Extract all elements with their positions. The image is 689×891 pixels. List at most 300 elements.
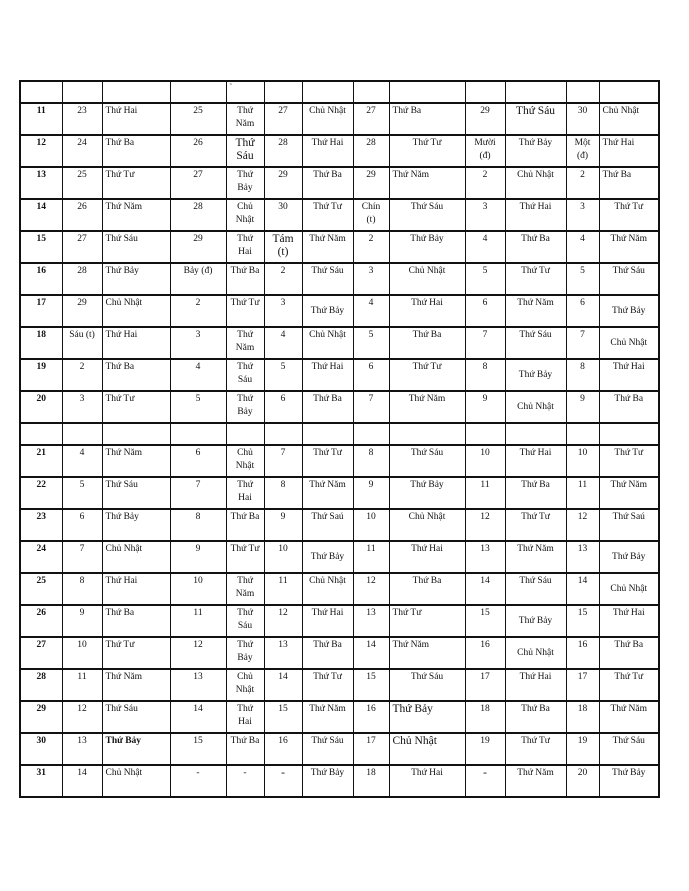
calendar-cell: Chủ Nhật bbox=[226, 669, 264, 701]
calendar-cell bbox=[465, 81, 505, 103]
calendar-cell: 13 bbox=[62, 733, 102, 765]
calendar-cell: 25 bbox=[62, 167, 102, 199]
calendar-cell bbox=[389, 81, 465, 103]
calendar-cell: Chủ Nhật bbox=[599, 573, 659, 605]
calendar-cell: Thứ Năm bbox=[102, 669, 170, 701]
table-row bbox=[20, 573, 659, 605]
calendar-cell: Thứ Bảy bbox=[599, 541, 659, 573]
calendar-cell: Thứ Ba bbox=[599, 167, 659, 199]
calendar-cell: Thứ Bảy bbox=[226, 391, 264, 423]
calendar-cell: 8 bbox=[465, 359, 505, 391]
calendar-cell: 2 bbox=[465, 167, 505, 199]
calendar-cell: 2 bbox=[264, 263, 302, 295]
calendar-cell: 12 bbox=[170, 637, 226, 669]
row-day-cell: 20 bbox=[20, 391, 62, 423]
calendar-cell: Thứ Tư bbox=[302, 445, 353, 477]
calendar-cell: Thứ Sáu bbox=[226, 605, 264, 637]
calendar-cell: 15 bbox=[465, 605, 505, 637]
row-day-cell: 26 bbox=[20, 605, 62, 637]
calendar-cell bbox=[226, 81, 264, 103]
table-row bbox=[20, 637, 659, 669]
calendar-cell: 11 bbox=[62, 669, 102, 701]
calendar-cell: Thứ Tư bbox=[102, 391, 170, 423]
calendar-cell: Thứ Năm bbox=[102, 445, 170, 477]
row-day-cell bbox=[20, 423, 62, 445]
calendar-cell: 30 bbox=[264, 199, 302, 231]
calendar-cell bbox=[62, 81, 102, 103]
calendar-cell: 29 bbox=[264, 167, 302, 199]
calendar-cell: Thứ Ba bbox=[102, 135, 170, 167]
calendar-cell: 10 bbox=[62, 637, 102, 669]
calendar-cell: Thứ Ba bbox=[102, 359, 170, 391]
row-day-cell: 30 bbox=[20, 733, 62, 765]
table-row bbox=[20, 135, 659, 167]
calendar-cell: 5 bbox=[62, 477, 102, 509]
calendar-cell: Thứ Bảy bbox=[389, 477, 465, 509]
calendar-cell: Thứ Tư bbox=[302, 669, 353, 701]
calendar-cell: Thứ Sáu bbox=[302, 733, 353, 765]
calendar-cell: Thứ Saú bbox=[599, 509, 659, 541]
calendar-cell bbox=[302, 423, 353, 445]
calendar-cell: 16 bbox=[264, 733, 302, 765]
calendar-cell: 25 bbox=[170, 103, 226, 135]
calendar-cell: 8 bbox=[264, 477, 302, 509]
calendar-cell: 28 bbox=[353, 135, 389, 167]
calendar-cell: Thứ Hai bbox=[599, 359, 659, 391]
calendar-cell: 5 bbox=[465, 263, 505, 295]
calendar-cell: 4 bbox=[170, 359, 226, 391]
calendar-cell: Thứ Hai bbox=[302, 605, 353, 637]
calendar-cell: 3 bbox=[353, 263, 389, 295]
calendar-cell: 14 bbox=[353, 637, 389, 669]
calendar-cell: 20 bbox=[566, 765, 599, 797]
calendar-cell bbox=[353, 423, 389, 445]
calendar-cell bbox=[465, 423, 505, 445]
calendar-cell: 23 bbox=[62, 103, 102, 135]
calendar-cell: 7 bbox=[465, 327, 505, 359]
calendar-cell bbox=[599, 81, 659, 103]
calendar-cell: 9 bbox=[62, 605, 102, 637]
calendar-cell: Thứ Bảy bbox=[226, 637, 264, 669]
calendar-cell: 6 bbox=[353, 359, 389, 391]
calendar-cell: 3 bbox=[170, 327, 226, 359]
calendar-cell bbox=[264, 81, 302, 103]
calendar-cell: Thứ Sáu bbox=[599, 733, 659, 765]
calendar-cell: Thứ Bảy bbox=[302, 295, 353, 327]
calendar-cell: Chủ Nhật bbox=[226, 199, 264, 231]
calendar-cell: Thứ Ba bbox=[302, 637, 353, 669]
calendar-cell bbox=[302, 81, 353, 103]
calendar-cell: Thứ Sáu bbox=[505, 103, 566, 135]
calendar-cell: Thứ Hai bbox=[505, 445, 566, 477]
calendar-cell: Thứ Sáu bbox=[226, 359, 264, 391]
calendar-cell: Thứ Tư bbox=[102, 167, 170, 199]
calendar-cell: Thứ Năm bbox=[226, 103, 264, 135]
calendar-cell: Thứ Sáu bbox=[102, 701, 170, 733]
calendar-cell: Chủ Nhật bbox=[389, 263, 465, 295]
calendar-cell: Thứ Tư bbox=[505, 263, 566, 295]
row-day-cell: 24 bbox=[20, 541, 62, 573]
calendar-cell: 8 bbox=[566, 359, 599, 391]
calendar-cell: 28 bbox=[170, 199, 226, 231]
calendar-cell: 9 bbox=[465, 391, 505, 423]
header-mark: ° bbox=[229, 83, 232, 89]
calendar-cell: Thứ Hai bbox=[226, 701, 264, 733]
calendar-cell: Thứ Hai bbox=[505, 669, 566, 701]
calendar-cell: Thứ Hai bbox=[226, 231, 264, 263]
row-day-cell: 31 bbox=[20, 765, 62, 797]
calendar-cell: Thứ Ba bbox=[226, 263, 264, 295]
calendar-cell: Thứ Bảy bbox=[599, 295, 659, 327]
calendar-cell: Thứ Tư bbox=[302, 199, 353, 231]
calendar-cell: 11 bbox=[465, 477, 505, 509]
calendar-cell: Thứ Bảy bbox=[505, 135, 566, 167]
calendar-cell: 16 bbox=[353, 701, 389, 733]
calendar-cell: Chủ Nhật bbox=[505, 167, 566, 199]
calendar-cell: 7 bbox=[62, 541, 102, 573]
table-row bbox=[20, 231, 659, 263]
calendar-cell: 14 bbox=[264, 669, 302, 701]
calendar-cell: 4 bbox=[465, 231, 505, 263]
calendar-cell: 5 bbox=[566, 263, 599, 295]
calendar-cell: Thứ Ba bbox=[505, 231, 566, 263]
calendar-cell: 9 bbox=[566, 391, 599, 423]
calendar-cell: Thứ Tư bbox=[389, 359, 465, 391]
calendar-cell: Thứ Bảy bbox=[302, 541, 353, 573]
calendar-cell: Thứ Sáu bbox=[389, 445, 465, 477]
row-day-cell: 15 bbox=[20, 231, 62, 263]
calendar-cell bbox=[353, 81, 389, 103]
row-day-cell: 18 bbox=[20, 327, 62, 359]
calendar-cell bbox=[170, 81, 226, 103]
row-day-cell: 19 bbox=[20, 359, 62, 391]
calendar-cell: 15 bbox=[353, 669, 389, 701]
calendar-cell: - bbox=[264, 765, 302, 797]
calendar-cell: Thứ Ba bbox=[226, 509, 264, 541]
calendar-cell: Thứ Hai bbox=[102, 573, 170, 605]
calendar-cell: 17 bbox=[566, 669, 599, 701]
calendar-cell bbox=[599, 423, 659, 445]
row-day-cell: 17 bbox=[20, 295, 62, 327]
calendar-cell: 3 bbox=[264, 295, 302, 327]
calendar-cell: Thứ Ba bbox=[599, 391, 659, 423]
calendar-cell: Thứ Năm bbox=[226, 573, 264, 605]
calendar-cell bbox=[566, 423, 599, 445]
calendar-cell: 27 bbox=[62, 231, 102, 263]
calendar-cell: Thứ Năm bbox=[599, 701, 659, 733]
calendar-cell: Thứ Sáu bbox=[102, 477, 170, 509]
calendar-cell: Thứ Bảy bbox=[505, 359, 566, 391]
calendar-cell: Chủ Nhật bbox=[389, 509, 465, 541]
calendar-cell: Thứ Tư bbox=[505, 509, 566, 541]
calendar-cell: 24 bbox=[62, 135, 102, 167]
calendar-cell: Thứ Hai bbox=[505, 199, 566, 231]
table-row bbox=[20, 359, 659, 391]
calendar-cell: 7 bbox=[170, 477, 226, 509]
row-day-cell: 12 bbox=[20, 135, 62, 167]
calendar-cell: 14 bbox=[566, 573, 599, 605]
calendar-cell: Thứ Ba bbox=[302, 167, 353, 199]
row-day-cell: 28 bbox=[20, 669, 62, 701]
table-row bbox=[20, 605, 659, 637]
calendar-cell: Thứ Hai bbox=[302, 135, 353, 167]
calendar-cell: Thứ Hai bbox=[102, 327, 170, 359]
calendar-cell: Thứ Tư bbox=[226, 295, 264, 327]
calendar-cell: Thứ Năm bbox=[599, 231, 659, 263]
calendar-cell: 10 bbox=[264, 541, 302, 573]
row-day-cell: 13 bbox=[20, 167, 62, 199]
table-row bbox=[20, 541, 659, 573]
calendar-cell: 18 bbox=[566, 701, 599, 733]
calendar-cell: 6 bbox=[62, 509, 102, 541]
calendar-cell: 26 bbox=[170, 135, 226, 167]
calendar-cell: 4 bbox=[264, 327, 302, 359]
calendar-cell: 4 bbox=[353, 295, 389, 327]
calendar-cell: 9 bbox=[170, 541, 226, 573]
calendar-cell bbox=[389, 423, 465, 445]
calendar-cell: 12 bbox=[465, 509, 505, 541]
calendar-cell: 10 bbox=[353, 509, 389, 541]
table-row bbox=[20, 477, 659, 509]
calendar-cell: 29 bbox=[353, 167, 389, 199]
calendar-cell bbox=[505, 81, 566, 103]
calendar-cell: Chủ Nhật bbox=[505, 391, 566, 423]
calendar-cell: 17 bbox=[465, 669, 505, 701]
calendar-cell: 19 bbox=[566, 733, 599, 765]
table-row bbox=[20, 391, 659, 423]
calendar-cell: Thứ Hai bbox=[389, 541, 465, 573]
table-row bbox=[20, 669, 659, 701]
calendar-cell: 5 bbox=[170, 391, 226, 423]
calendar-cell: 7 bbox=[566, 327, 599, 359]
calendar-cell: 15 bbox=[566, 605, 599, 637]
calendar-cell: Thứ Tư bbox=[599, 669, 659, 701]
calendar-cell: 3 bbox=[566, 199, 599, 231]
calendar-cell bbox=[102, 423, 170, 445]
calendar-cell: 6 bbox=[566, 295, 599, 327]
calendar-cell: 14 bbox=[62, 765, 102, 797]
calendar-cell: 8 bbox=[62, 573, 102, 605]
calendar-cell: 29 bbox=[62, 295, 102, 327]
calendar-cell: 3 bbox=[62, 391, 102, 423]
calendar-cell: Mười (đ) bbox=[465, 135, 505, 167]
calendar-cell: 4 bbox=[566, 231, 599, 263]
calendar-cell: Thứ Bảy bbox=[389, 701, 465, 733]
calendar-cell: 7 bbox=[353, 391, 389, 423]
calendar-cell: Thứ Năm bbox=[505, 765, 566, 797]
calendar-cell: Thứ Năm bbox=[389, 637, 465, 669]
table-row bbox=[20, 295, 659, 327]
calendar-cell: Thứ Tư bbox=[389, 135, 465, 167]
calendar-cell: 16 bbox=[465, 637, 505, 669]
calendar-cell: Thứ Sáu bbox=[389, 199, 465, 231]
calendar-cell: 12 bbox=[566, 509, 599, 541]
calendar-cell: Chủ Nhật bbox=[102, 541, 170, 573]
calendar-cell: 27 bbox=[353, 103, 389, 135]
calendar-cell: 5 bbox=[353, 327, 389, 359]
calendar-cell: Thứ Ba bbox=[505, 477, 566, 509]
calendar-cell: 29 bbox=[465, 103, 505, 135]
calendar-cell: Thứ Bảy bbox=[505, 605, 566, 637]
table-row bbox=[20, 327, 659, 359]
calendar-cell: 2 bbox=[62, 359, 102, 391]
calendar-cell: Thứ Năm bbox=[389, 167, 465, 199]
calendar-cell: 28 bbox=[62, 263, 102, 295]
calendar-cell: 17 bbox=[353, 733, 389, 765]
calendar-cell: 10 bbox=[465, 445, 505, 477]
calendar-cell: Thứ Bảy bbox=[599, 765, 659, 797]
calendar-cell: 13 bbox=[566, 541, 599, 573]
calendar-cell bbox=[505, 423, 566, 445]
calendar-cell: Chủ Nhật bbox=[599, 103, 659, 135]
calendar-cell: 30 bbox=[566, 103, 599, 135]
calendar-cell: Thứ Sáu bbox=[505, 327, 566, 359]
calendar-cell: Chủ Nhật bbox=[599, 327, 659, 359]
calendar-cell: Thứ Sáu bbox=[599, 263, 659, 295]
calendar-cell: Chín (t) bbox=[353, 199, 389, 231]
calendar-cell: 10 bbox=[566, 445, 599, 477]
calendar-cell: - bbox=[465, 765, 505, 797]
calendar-cell: 12 bbox=[264, 605, 302, 637]
calendar-cell bbox=[566, 81, 599, 103]
calendar-cell: Thứ Sáu bbox=[505, 573, 566, 605]
calendar-cell: - bbox=[226, 765, 264, 797]
row-day-cell: 16 bbox=[20, 263, 62, 295]
calendar-cell bbox=[170, 423, 226, 445]
calendar-cell: Chủ Nhật bbox=[226, 445, 264, 477]
calendar-cell: Chủ Nhật bbox=[302, 103, 353, 135]
calendar-cell: Một (đ) bbox=[566, 135, 599, 167]
row-day-cell: 25 bbox=[20, 573, 62, 605]
calendar-cell: Sáu (t) bbox=[62, 327, 102, 359]
row-day-cell bbox=[20, 81, 62, 103]
calendar-cell: Thứ Hai bbox=[302, 359, 353, 391]
calendar-cell bbox=[62, 423, 102, 445]
calendar-cell: 15 bbox=[264, 701, 302, 733]
calendar-cell: Thứ Ba bbox=[226, 733, 264, 765]
calendar-table bbox=[19, 80, 660, 798]
calendar-cell: Chủ Nhật bbox=[505, 637, 566, 669]
calendar-cell: 13 bbox=[465, 541, 505, 573]
calendar-cell: Thứ Ba bbox=[505, 701, 566, 733]
calendar-cell: Thứ Saú bbox=[302, 509, 353, 541]
calendar-cell: Thứ Bảy bbox=[226, 167, 264, 199]
calendar-cell: 11 bbox=[566, 477, 599, 509]
calendar-cell: Thứ Tư bbox=[599, 199, 659, 231]
calendar-cell: Thứ Tư bbox=[505, 733, 566, 765]
calendar-cell: Thứ Tư bbox=[389, 605, 465, 637]
calendar-cell: Thứ Tư bbox=[599, 445, 659, 477]
table-row bbox=[20, 445, 659, 477]
calendar-cell: Thứ Tư bbox=[102, 637, 170, 669]
calendar-cell: Thứ Bảy bbox=[102, 509, 170, 541]
calendar-cell: Thứ Tư bbox=[226, 541, 264, 573]
calendar-cell: 16 bbox=[566, 637, 599, 669]
calendar-cell: Thứ Bảy bbox=[302, 765, 353, 797]
calendar-cell: Thứ Bảy bbox=[102, 263, 170, 295]
table-row bbox=[20, 765, 659, 797]
table-row bbox=[20, 733, 659, 765]
calendar-cell: Thứ Ba bbox=[102, 605, 170, 637]
calendar-cell: 19 bbox=[465, 733, 505, 765]
calendar-cell: 6 bbox=[465, 295, 505, 327]
calendar-cell bbox=[264, 423, 302, 445]
calendar-cell: 12 bbox=[62, 701, 102, 733]
calendar-cell: 11 bbox=[264, 573, 302, 605]
calendar-cell: 5 bbox=[264, 359, 302, 391]
calendar-cell: 14 bbox=[465, 573, 505, 605]
calendar-cell: Thứ Hai bbox=[102, 103, 170, 135]
row-day-cell: 23 bbox=[20, 509, 62, 541]
row-day-cell: 29 bbox=[20, 701, 62, 733]
table-row bbox=[20, 701, 659, 733]
row-day-cell: 27 bbox=[20, 637, 62, 669]
row-day-cell: 22 bbox=[20, 477, 62, 509]
calendar-cell: Chủ Nhật bbox=[389, 733, 465, 765]
calendar-cell: Chủ Nhật bbox=[302, 327, 353, 359]
calendar-cell: - bbox=[170, 765, 226, 797]
calendar-cell: 13 bbox=[264, 637, 302, 669]
calendar-cell bbox=[102, 81, 170, 103]
calendar-cell: 6 bbox=[170, 445, 226, 477]
calendar-cell: 15 bbox=[170, 733, 226, 765]
calendar-cell: Thứ Hai bbox=[599, 135, 659, 167]
calendar-cell: 12 bbox=[353, 573, 389, 605]
calendar-cell: Thứ Ba bbox=[389, 103, 465, 135]
calendar-cell: 28 bbox=[264, 135, 302, 167]
calendar-cell: 11 bbox=[170, 605, 226, 637]
calendar-cell: Thứ Sáu bbox=[302, 263, 353, 295]
calendar-cell: 9 bbox=[353, 477, 389, 509]
calendar-cell: 13 bbox=[353, 605, 389, 637]
calendar-cell: 2 bbox=[170, 295, 226, 327]
calendar-cell: Chủ Nhật bbox=[302, 573, 353, 605]
calendar-cell: 18 bbox=[353, 765, 389, 797]
calendar-cell: 7 bbox=[264, 445, 302, 477]
calendar-cell: 4 bbox=[62, 445, 102, 477]
calendar-cell: 8 bbox=[353, 445, 389, 477]
table-row bbox=[20, 103, 659, 135]
calendar-cell: 6 bbox=[264, 391, 302, 423]
calendar-cell: Thứ Năm bbox=[505, 295, 566, 327]
calendar-cell: Thứ Hai bbox=[389, 295, 465, 327]
calendar-cell: Tám (t) bbox=[264, 231, 302, 263]
calendar-cell: Thứ Ba bbox=[389, 327, 465, 359]
calendar-cell: Thứ Hai bbox=[389, 765, 465, 797]
table-row bbox=[20, 423, 659, 445]
table-row bbox=[20, 81, 659, 103]
calendar-cell: Thứ Ba bbox=[302, 391, 353, 423]
calendar-cell: Thứ Hai bbox=[599, 605, 659, 637]
calendar-cell: Thứ Sáu bbox=[226, 135, 264, 167]
calendar-cell: 14 bbox=[170, 701, 226, 733]
calendar-cell: Bảy (đ) bbox=[170, 263, 226, 295]
row-day-cell: 14 bbox=[20, 199, 62, 231]
calendar-cell: 10 bbox=[170, 573, 226, 605]
calendar-cell: Thứ Năm bbox=[505, 541, 566, 573]
calendar-cell: Thứ Năm bbox=[302, 701, 353, 733]
calendar-cell: Thứ Ba bbox=[389, 573, 465, 605]
table-row bbox=[20, 199, 659, 231]
calendar-cell: 29 bbox=[170, 231, 226, 263]
calendar-cell: Thứ Năm bbox=[302, 477, 353, 509]
calendar-cell: Thứ Bảy bbox=[102, 733, 170, 765]
calendar-cell: Thứ Sáu bbox=[102, 231, 170, 263]
calendar-cell: Chủ Nhật bbox=[102, 295, 170, 327]
calendar-cell: Thứ Năm bbox=[389, 391, 465, 423]
calendar-cell: Thứ Năm bbox=[102, 199, 170, 231]
calendar-cell: Thứ Hai bbox=[226, 477, 264, 509]
